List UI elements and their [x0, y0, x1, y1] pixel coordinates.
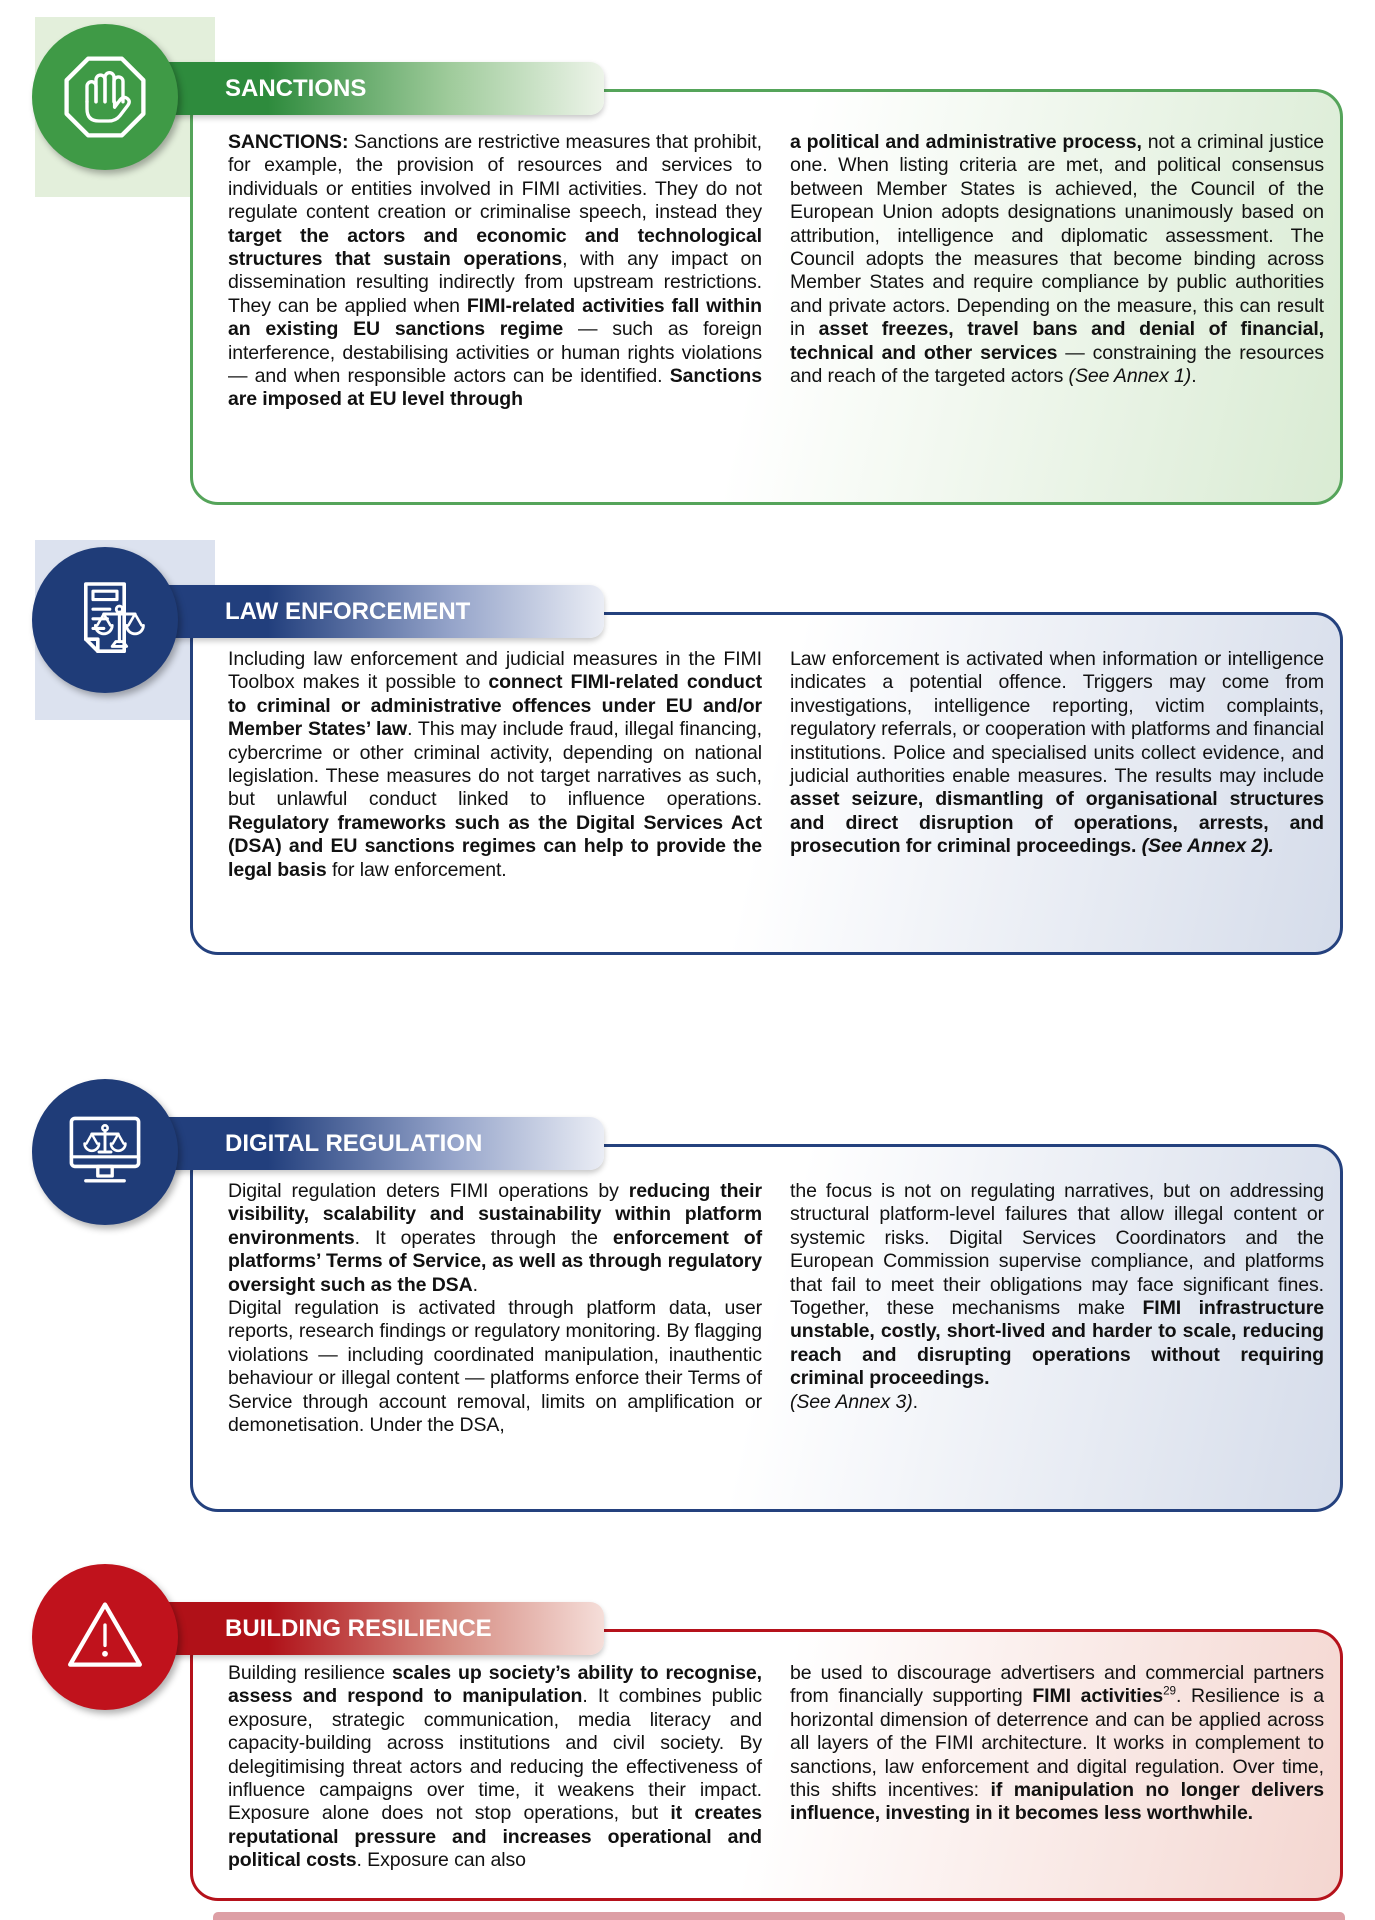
section-content-box [190, 612, 1343, 955]
document-scales-icon [57, 572, 153, 668]
section-title: LAW ENFORCEMENT [225, 598, 471, 625]
icon-circle [32, 547, 178, 693]
section-banner [150, 1602, 604, 1655]
monitor-scales-icon [57, 1104, 153, 1200]
section-title: DIGITAL REGULATION [225, 1130, 483, 1157]
stop-hand-icon [57, 49, 153, 145]
text-column-right: be used to discourage advertisers and commercial partners from financially supporting FIMI activities$^{29}$. Resilience is a horizontal dimension of deterrence and can be applied across all layers of the FIMI architecture. It works in complement to sanctions, law enforcement and digital regulation. Over time, this shifts incentives: if manipulation no longer delivers influence, investing in it becomes less worthwhile. [790, 1662, 1325, 1825]
section-banner [150, 1117, 604, 1170]
text-column-right: the focus is not on regulating narratives, but on addressing structural platform-level failures that allow illegal content or systemic risks. Digital Services Coordinators and the European Commission supervise compliance, and platforms that fail to meet their obligations may face significant fines. Together, these mechanisms make FIMI infrastructure unstable, costly, short-lived and harder to scale, reducing reach and disrupting operations without requiring criminal proceedings. (See Annex 3). [790, 1180, 1324, 1413]
section-banner [150, 62, 604, 115]
section-title: BUILDING RESILIENCE [225, 1615, 492, 1642]
next-section-strip [213, 1912, 1345, 1920]
icon-circle [32, 1564, 178, 1710]
icon-circle [32, 1079, 178, 1225]
section-content-box [190, 89, 1343, 505]
section-banner [150, 585, 604, 638]
text-column-left: Building resilience scales up society’s ability to recognise, assess and respond to manipulation. It combines public exposure, strategic communication, media literacy and capacity-building across institutions and civil society. By delegitimising threat actors and reducing the effectiveness of influence campaigns over time, it weakens their impact. Exposure alone does not stop operations, but it creates reputational pressure and increases operational and political costs. Exposure can also [228, 1662, 763, 1872]
section-title: SANCTIONS [225, 75, 367, 102]
text-column-left: Digital regulation deters FIMI operations by reducing their visibility, scalability and sustainability within platform environments. It operates through the enforcement of platforms’ Terms of Service, as well as through regulatory oversight such as the DSA. Digital regulation is activated through platform data, user reports, research findings or regulatory monitoring. By flagging violations — including coordinated manipulation, inauthentic behaviour or illegal content — platforms enforce their Terms of Service through account removal, limits on amplification or demonetisation. Under the DSA, [228, 1180, 763, 1437]
text-column-right: Law enforcement is activated when information or intelligence indicates a potential offence. Triggers may come from investigations, intelligence reporting, victim complaints, regulatory referrals, or cooperation with platforms and financial institutions. Police and specialised units collect evidence, and judicial authorities enable measures. The results may include asset seizure, dismantling of organisational structures and direct disruption of operations, arrests, and prosecution for criminal proceedings. (See Annex 2). [790, 648, 1324, 858]
warning-triangle-icon [57, 1589, 153, 1685]
text-column-right: a political and administrative process, not a criminal justice one. When listing criteria are met, and political consensus between Member States is achieved, the Council of the European Union adopts designations unanimously based on attribution, intelligence and diplomatic assessment. The Council adopts the measures that become binding across Member States and require compliance by public authorities and private actors. Depending on the measure, this can result in asset freezes, travel bans and denial of financial, technical and other services — constraining the resources and reach of the targeted actors (See Annex 1). [790, 131, 1324, 388]
icon-circle [32, 24, 178, 170]
text-column-left: Including law enforcement and judicial measures in the FIMI Toolbox makes it possible to connect FIMI-related conduct to criminal or administrative offences under EU and/or Member States’ law. This may include fraud, illegal financing, cybercrime or other criminal activity, depending on national legislation. These measures do not target narratives as such, but unlawful conduct linked to influence operations. Regulatory frameworks such as the Digital Services Act (DSA) and EU sanctions regimes can help to provide the legal basis for law enforcement. [228, 648, 762, 881]
section-content-box [190, 1144, 1343, 1512]
section-content-box [190, 1629, 1343, 1901]
text-column-left: SANCTIONS: Sanctions are restrictive measures that prohibit, for example, the provision of resources and services to individuals or entities involved in FIMI activities. They do not regulate content creation or criminalise speech, instead they target the actors and economic and technological structures that sustain operations, with any impact on dissemination resulting indirectly from upstream restrictions. They can be applied when FIMI-related activities fall within an existing EU sanctions regime — such as foreign interference, destabilising activities or human rights violations — and when responsible actors can be identified. Sanctions are imposed at EU level through [228, 131, 763, 411]
